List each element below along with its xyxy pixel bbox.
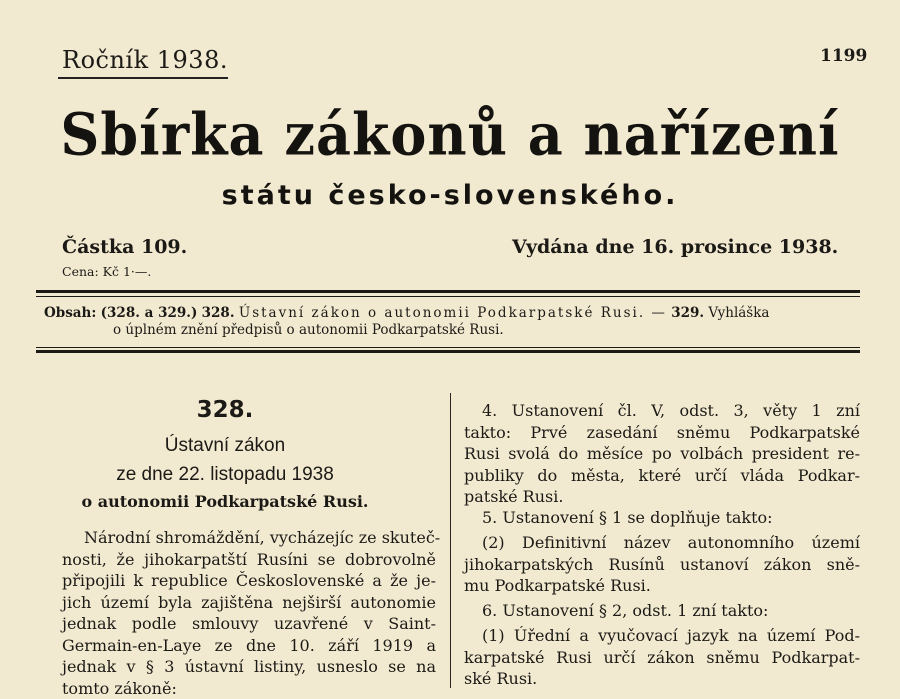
collection-subtitle: státu česko-slovenského.	[0, 180, 900, 211]
law-name: Ústavní zákon	[0, 435, 450, 457]
law-subject: o autonomii Podkarpatské Rusi.	[0, 492, 450, 511]
law-date: ze dne 22. listopadu 1938	[0, 464, 450, 486]
amendment-line: 5. Ustanovení § 1 se doplňuje takto:	[482, 507, 860, 529]
volume-year: Ročník 1938.	[62, 46, 228, 76]
amendment-line: (1) Úřední a vyučovací jazyk na území Pod-	[464, 625, 860, 647]
preamble-line: jednak podle smlouvy uzavřené v Saint-	[62, 613, 436, 635]
bottom-double-rule-thin	[36, 347, 860, 348]
amendment-5-text	[464, 532, 860, 597]
contents-item2-number: 329.	[671, 305, 704, 321]
amendment-line: Rusi svolá do měsíce po volbách president re-	[464, 443, 860, 465]
contents-numbers: (328. a 329.)	[101, 305, 198, 321]
page-number: 1199	[820, 46, 867, 66]
amendment-line: publiky do města, které určí vláda Podkar-	[464, 465, 860, 487]
column-divider	[450, 393, 451, 688]
amendment-4	[464, 400, 860, 508]
contents-item2-text: Vyhláška	[708, 305, 769, 321]
preamble-line: nosti, že jihokarpatští Rusíni se dobrovolně	[62, 549, 436, 571]
amendment-line: jihokarpatských Rusínů ustanoví zákon sně-	[464, 554, 860, 576]
amendment-line: 6. Ustanovení § 2, odst. 1 zní takto:	[482, 600, 860, 622]
issue-date: Vydána dne 16. prosince 1938.	[512, 236, 838, 258]
issue-part: Částka 109.	[62, 236, 187, 258]
bottom-double-rule-thick	[36, 350, 860, 353]
amendment-line: takto: Prvé zasedání sněmu Podkarpatské	[464, 422, 860, 444]
contents-item1-number: 328.	[202, 305, 235, 321]
contents-item1-text: Ústavní zákon o autonomii Podkarpatské Rusi. —	[239, 305, 667, 321]
contents-line-2: o úplném znění předpisů o autonomii Podkarpatské Rusi.	[113, 322, 504, 338]
amendment-line: ské Rusi.	[464, 668, 860, 690]
top-double-rule-thin	[36, 296, 860, 297]
preamble-line: jich území byla zajištěna nejširší autonomie	[62, 592, 436, 614]
amendment-5	[482, 507, 860, 529]
volume-underline	[58, 77, 228, 79]
preamble-line: jednak v § 3 ústavní listiny, usneslo se na	[62, 656, 436, 678]
issue-price: Cena: Kč 1·—.	[62, 264, 151, 279]
contents-label: Obsah:	[44, 305, 96, 321]
top-double-rule-thick	[36, 290, 860, 293]
law-number: 328.	[0, 397, 450, 423]
preamble-line: Germain-en-Laye ze dne 10. září 1919 a	[62, 635, 436, 657]
amendment-line: 4. Ustanovení čl. V, odst. 3, věty 1 zní	[464, 400, 860, 422]
amendment-line: mu Podkarpatské Rusi.	[464, 575, 860, 597]
amendment-line: (2) Definitivní název autonomního území	[464, 532, 860, 554]
preamble-line: Národní shromáždění, vycházejíc ze skuteč-	[62, 527, 436, 549]
collection-title: Sbírka zákonů a nařízení	[0, 99, 900, 168]
contents-line-1	[44, 303, 860, 323]
amendment-line: patské Rusi.	[464, 486, 860, 508]
preamble-line: připojili k republice Československé a že je-	[62, 570, 436, 592]
preamble-line: tomto zákoně:	[62, 678, 436, 699]
preamble-paragraph	[62, 527, 436, 699]
amendment-line: karpatské Rusi určí zákon sněmu Podkarpat-	[464, 647, 860, 669]
amendment-6	[482, 600, 860, 622]
amendment-6-text	[464, 625, 860, 690]
